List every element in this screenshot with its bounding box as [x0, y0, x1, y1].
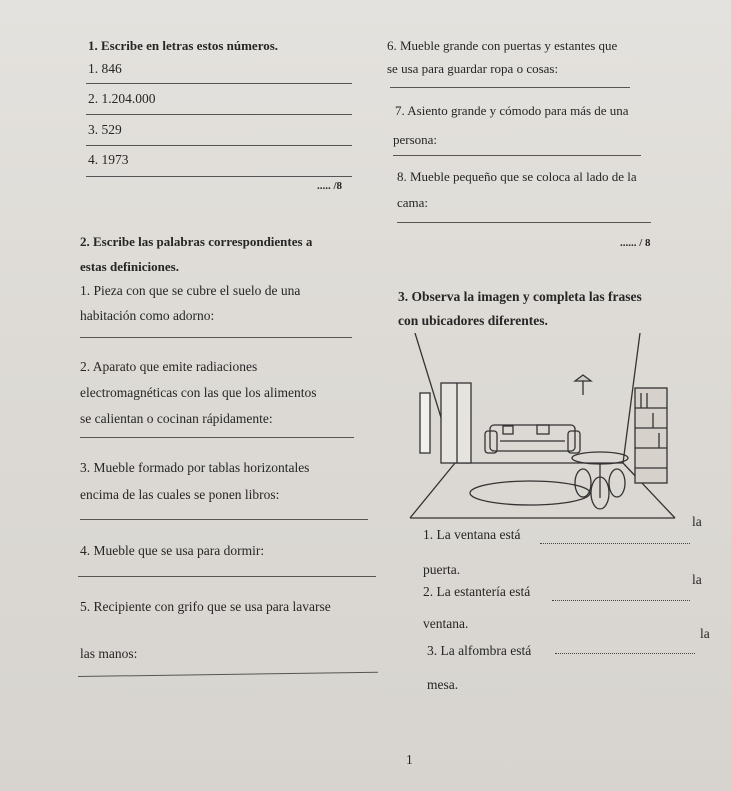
definition-5-line2: las manos: — [80, 646, 138, 661]
definition-6-line1: 6. Mueble grande con puertas y estantes que — [387, 38, 618, 53]
definition-2-line2: electromagnéticas con las que los alimentos — [80, 385, 317, 400]
answer-line-1-1[interactable] — [86, 83, 352, 84]
definition-2-line1: 2. Aparato que emite radiaciones — [80, 359, 258, 374]
section1-score: ..... /8 — [317, 180, 343, 192]
sentence-3-end: la — [700, 626, 710, 641]
section2-score: ...... / 8 — [620, 237, 651, 249]
page-number: 1 — [406, 752, 413, 767]
definition-5-line1: 5. Recipiente con grifo que se usa para lavarse — [80, 599, 331, 614]
section2-title-line1: 2. Escribe las palabras correspondientes a — [80, 234, 313, 249]
definition-1-line2: habitación como adorno: — [80, 308, 215, 323]
answer-line-def-6[interactable] — [390, 87, 630, 88]
definition-7-line1: 7. Asiento grande y cómodo para más de una — [395, 103, 629, 118]
definition-3-line2: encima de las cuales se ponen libros: — [80, 487, 280, 502]
definition-4-line1: 4. Mueble que se usa para dormir: — [80, 543, 265, 558]
sentence-1-continued: puerta. — [423, 562, 461, 577]
definition-2-line3: se calientan o cocinan rápidamente: — [80, 411, 273, 426]
answer-line-def-8[interactable] — [397, 222, 651, 223]
number-item-3: 3. 529 — [88, 122, 122, 137]
answer-line-1-4[interactable] — [86, 176, 352, 177]
sentence-1-start: 1. La ventana está — [423, 527, 521, 542]
section1-title: 1. Escribe en letras estos números. — [88, 38, 279, 53]
definition-3-line1: 3. Mueble formado por tablas horizontales — [80, 460, 310, 475]
definition-6-line2: se usa para guardar ropa o cosas: — [387, 61, 559, 76]
sentence-2-start: 2. La estantería está — [423, 584, 531, 599]
number-item-1: 1. 846 — [88, 61, 122, 76]
answer-line-sentence-1[interactable] — [540, 543, 690, 544]
answer-line-def-4[interactable] — [78, 576, 376, 577]
section3-title-line2: con ubicadores diferentes. — [398, 313, 548, 328]
sentence-2-continued: ventana. — [423, 616, 469, 631]
number-item-2: 2. 1.204.000 — [88, 91, 156, 106]
answer-line-1-2[interactable] — [86, 114, 352, 115]
section3-title-line1: 3. Observa la imagen y completa las frases — [398, 289, 642, 304]
answer-line-def-3[interactable] — [80, 519, 368, 520]
number-item-4: 4. 1973 — [88, 152, 129, 167]
answer-line-sentence-3[interactable] — [555, 653, 695, 654]
answer-line-1-3[interactable] — [86, 145, 352, 146]
section2-title-line2: estas definiciones. — [80, 259, 179, 274]
sentence-2-end: la — [692, 572, 702, 587]
room-illustration — [405, 333, 705, 523]
definition-7-line2: persona: — [393, 132, 438, 147]
sentence-3-start: 3. La alfombra está — [427, 643, 532, 658]
definition-1-line1: 1. Pieza con que se cubre el suelo de una — [80, 283, 301, 298]
answer-line-sentence-2[interactable] — [552, 600, 690, 601]
answer-line-def-2[interactable] — [80, 437, 354, 438]
sentence-1-end: la — [692, 514, 702, 529]
sentence-3-continued: mesa. — [427, 677, 459, 692]
answer-line-def-7[interactable] — [393, 155, 641, 156]
answer-line-def-1[interactable] — [80, 337, 352, 338]
definition-8-line2: cama: — [397, 195, 429, 210]
answer-line-def-5[interactable] — [78, 672, 378, 677]
definition-8-line1: 8. Mueble pequeño que se coloca al lado de la — [397, 169, 637, 184]
